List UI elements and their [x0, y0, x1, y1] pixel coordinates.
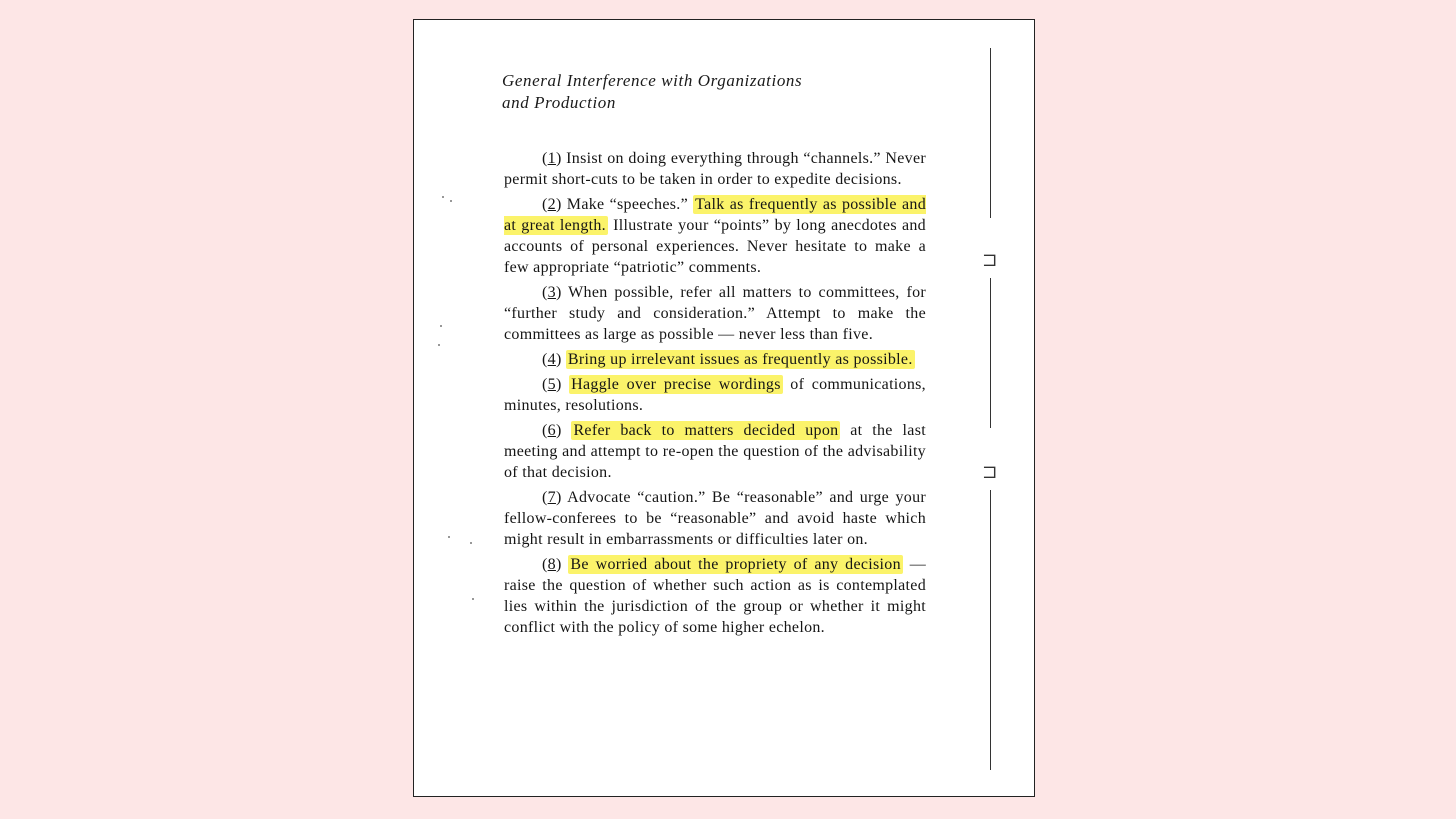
paragraph-text: — raise the question of whether such action as is contemplated lies within the jurisdiction of the group or whether it might conflict with the policy of some higher echelon.: [504, 556, 926, 636]
paragraph-7: (7) Advocate “caution.” Be “reasonable” and urge your fellow-conferees to be “reasonable” and avoid haste which might result in embarrassments or difficulties later on.: [504, 489, 926, 548]
paragraph-number: 6: [547, 422, 556, 439]
paragraph-number: 7: [547, 489, 556, 506]
document-page: [413, 19, 1035, 797]
binding-line: [990, 490, 991, 770]
paragraph-number: 8: [547, 556, 556, 573]
paragraph-3: (3) When possible, refer all matters to committees, for “further study and consideration.” Attempt to make the committees as large as possible — never less than five.: [504, 284, 926, 343]
binding-line: [990, 48, 991, 218]
paragraph-number: 1: [547, 150, 556, 167]
highlighted-text: Bring up irrelevant issues as frequently as possible.: [567, 351, 913, 368]
paragraph-number: 5: [547, 376, 556, 393]
paragraph-number: 4: [547, 351, 556, 368]
paragraph-text: at the last meeting and attempt to re-open the question of the advisability of that decision.: [504, 422, 926, 481]
binding-mark: ⊐: [982, 462, 998, 483]
scan-speck: [472, 598, 474, 600]
paragraph-2: (2) Make “speeches.” Talk as frequently as possible and at great length. Illustrate your “points” by long anecdotes and accounts of personal experiences. Never hesitate to make a few appropriate “patriotic” comments.: [504, 196, 926, 276]
paragraph-text: When possible, refer all matters to committees, for “further study and consideration.” Attempt to make the committees as large as possible — never less than five.: [504, 284, 926, 343]
paragraph-text: of communications, minutes, resolutions.: [504, 376, 926, 414]
binding-mark: ⊐: [982, 250, 998, 271]
highlighted-text: Haggle over precise wordings: [571, 376, 781, 393]
scan-speck: [450, 200, 452, 202]
paragraph-1: (1) Insist on doing everything through “channels.” Never permit short-cuts to be taken in order to expedite decisions.: [504, 150, 926, 188]
paragraph-text: [562, 376, 570, 393]
highlighted-text: Be worried about the propriety of any decision: [570, 556, 901, 573]
paragraph-list: [504, 148, 926, 642]
scan-speck: [448, 536, 450, 538]
heading-line-1: General Interference with Organizations: [502, 71, 803, 90]
section-heading: [502, 70, 902, 114]
paragraph-number: 2: [547, 196, 556, 213]
paragraph-text: Illustrate your “points” by long anecdotes and accounts of personal experiences. Never hesitate to make a few appropriate “patriotic” comments.: [504, 217, 926, 276]
paragraph-4: (4) Bring up irrelevant issues as frequently as possible.: [542, 351, 913, 368]
scan-speck: [442, 196, 444, 198]
binding-line: [990, 278, 991, 428]
scan-speck: [470, 542, 472, 544]
heading-line-2: and Production: [502, 93, 617, 112]
paragraph-number: 3: [547, 284, 556, 301]
scan-speck: [438, 344, 440, 346]
paragraph-8: (8) Be worried about the propriety of any decision — raise the question of whether such action as is contemplated lies within the jurisdiction of the group or whether it might conflict with the policy of some higher echelon.: [504, 556, 926, 636]
scan-speck: [440, 325, 442, 327]
paragraph-6: (6) Refer back to matters decided upon at the last meeting and attempt to re-open the question of the advisability of that decision.: [504, 422, 926, 481]
paragraph-text: [562, 422, 572, 439]
paragraph-5: (5) Haggle over precise wordings of communications, minutes, resolutions.: [504, 376, 926, 414]
highlighted-text: Talk as frequently as possible and at great length.: [504, 196, 926, 234]
highlighted-text: Refer back to matters decided upon: [573, 422, 839, 439]
paragraph-text: Make “speeches.”: [561, 196, 694, 213]
paragraph-text: Insist on doing everything through “channels.” Never permit short-cuts to be taken in order to expedite decisions.: [504, 150, 926, 188]
paragraph-text: Advocate “caution.” Be “reasonable” and urge your fellow-conferees to be “reasonable” and avoid haste which might result in embarrassments or difficulties later on.: [504, 489, 926, 548]
